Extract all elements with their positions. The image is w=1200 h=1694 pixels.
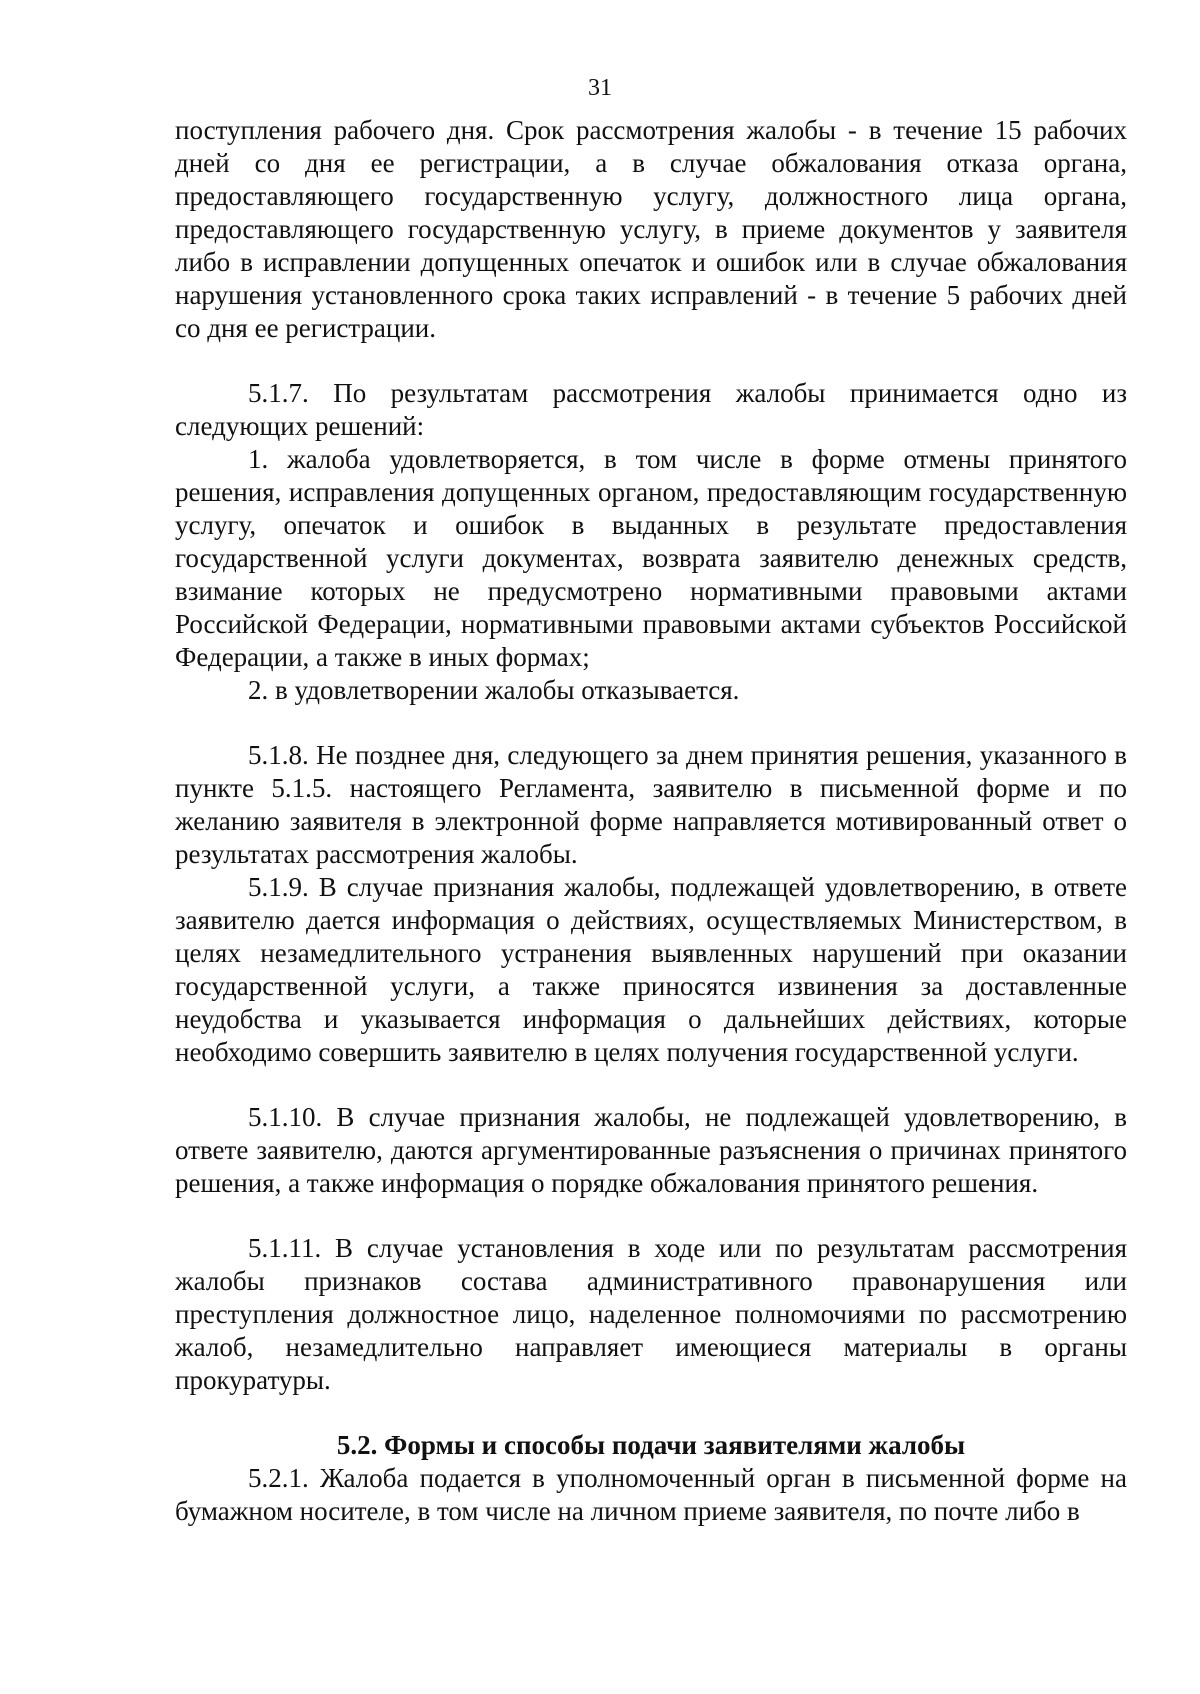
paragraph-5-1-9: 5.1.9. В случае признания жалобы, подлежащей удовлетворению, в ответе заявителю дается информация о действиях, осуществляемых Министерством, в целях незамедлительного устранения выявленных нарушений при оказании государственной услуги, а также приносятся извинения за доставленные неудобства и указывается информация о дальнейших действиях, которые необходимо совершить заявителю в целях получения государственной услуги. (175, 872, 1127, 1067)
paragraph-continuation: поступления рабочего дня. Срок рассмотрения жалобы - в течение 15 рабочих дней со дня ее регистрации, а в случае обжалования отказа органа, предоставляющего государственную услугу, должностного лица органа, предоставляющего государственную услугу, в приеме документов у заявителя либо в исправлении допущенных опечаток и ошибок или в случае обжалования нарушения установленного срока таких исправлений - в течение 5 рабочих дней со дня ее регистрации. (175, 115, 1127, 343)
page-number: 31 (588, 75, 612, 101)
section-heading-5-2: 5.2. Формы и способы подачи заявителями жалобы (336, 1430, 966, 1460)
list-item-2: 2. в удовлетворении жалобы отказывается. (248, 675, 740, 705)
paragraph-5-2-1: 5.2.1. Жалоба подается в уполномоченный орган в письменной форме на бумажном носителе, в том числе на личном приеме заявителя, по почте либо в (175, 1463, 1127, 1526)
list-item-1: 1. жалоба удовлетворяется, в том числе в форме отмены принятого решения, исправления допущенных органом, предоставляющим государственную услугу, опечаток и ошибок в выданных в результате предоставления государственной услуги документах, возврата заявителю денежных средств, взимание которых не предусмотрено нормативными правовыми актами Российской Федерации, нормативными правовыми актами субъектов Российской Федерации, а также в иных формах; (175, 444, 1127, 672)
document-body (175, 114, 1127, 1528)
paragraph-5-1-10: 5.1.10. В случае признания жалобы, не подлежащей удовлетворению, в ответе заявителю, даются аргументированные разъяснения о причинах принятого решения, а также информация о порядке обжалования принятого решения. (175, 1102, 1127, 1198)
paragraph-5-1-7: 5.1.7. По результатам рассмотрения жалобы принимается одно из следующих решений: (175, 378, 1127, 441)
paragraph-5-1-8: 5.1.8. Не позднее дня, следующего за днем принятия решения, указанного в пункте 5.1.5. настоящего Регламента, заявителю в письменной форме и по желанию заявителя в электронной форме направляется мотивированный ответ о результатах рассмотрения жалобы. (175, 740, 1127, 869)
paragraph-5-1-11: 5.1.11. В случае установления в ходе или по результатам рассмотрения жалобы признаков состава административного правонарушения или преступления должностное лицо, наделенное полномочиями по рассмотрению жалоб, незамедлительно направляет имеющиеся материалы в органы прокуратуры. (175, 1233, 1127, 1395)
